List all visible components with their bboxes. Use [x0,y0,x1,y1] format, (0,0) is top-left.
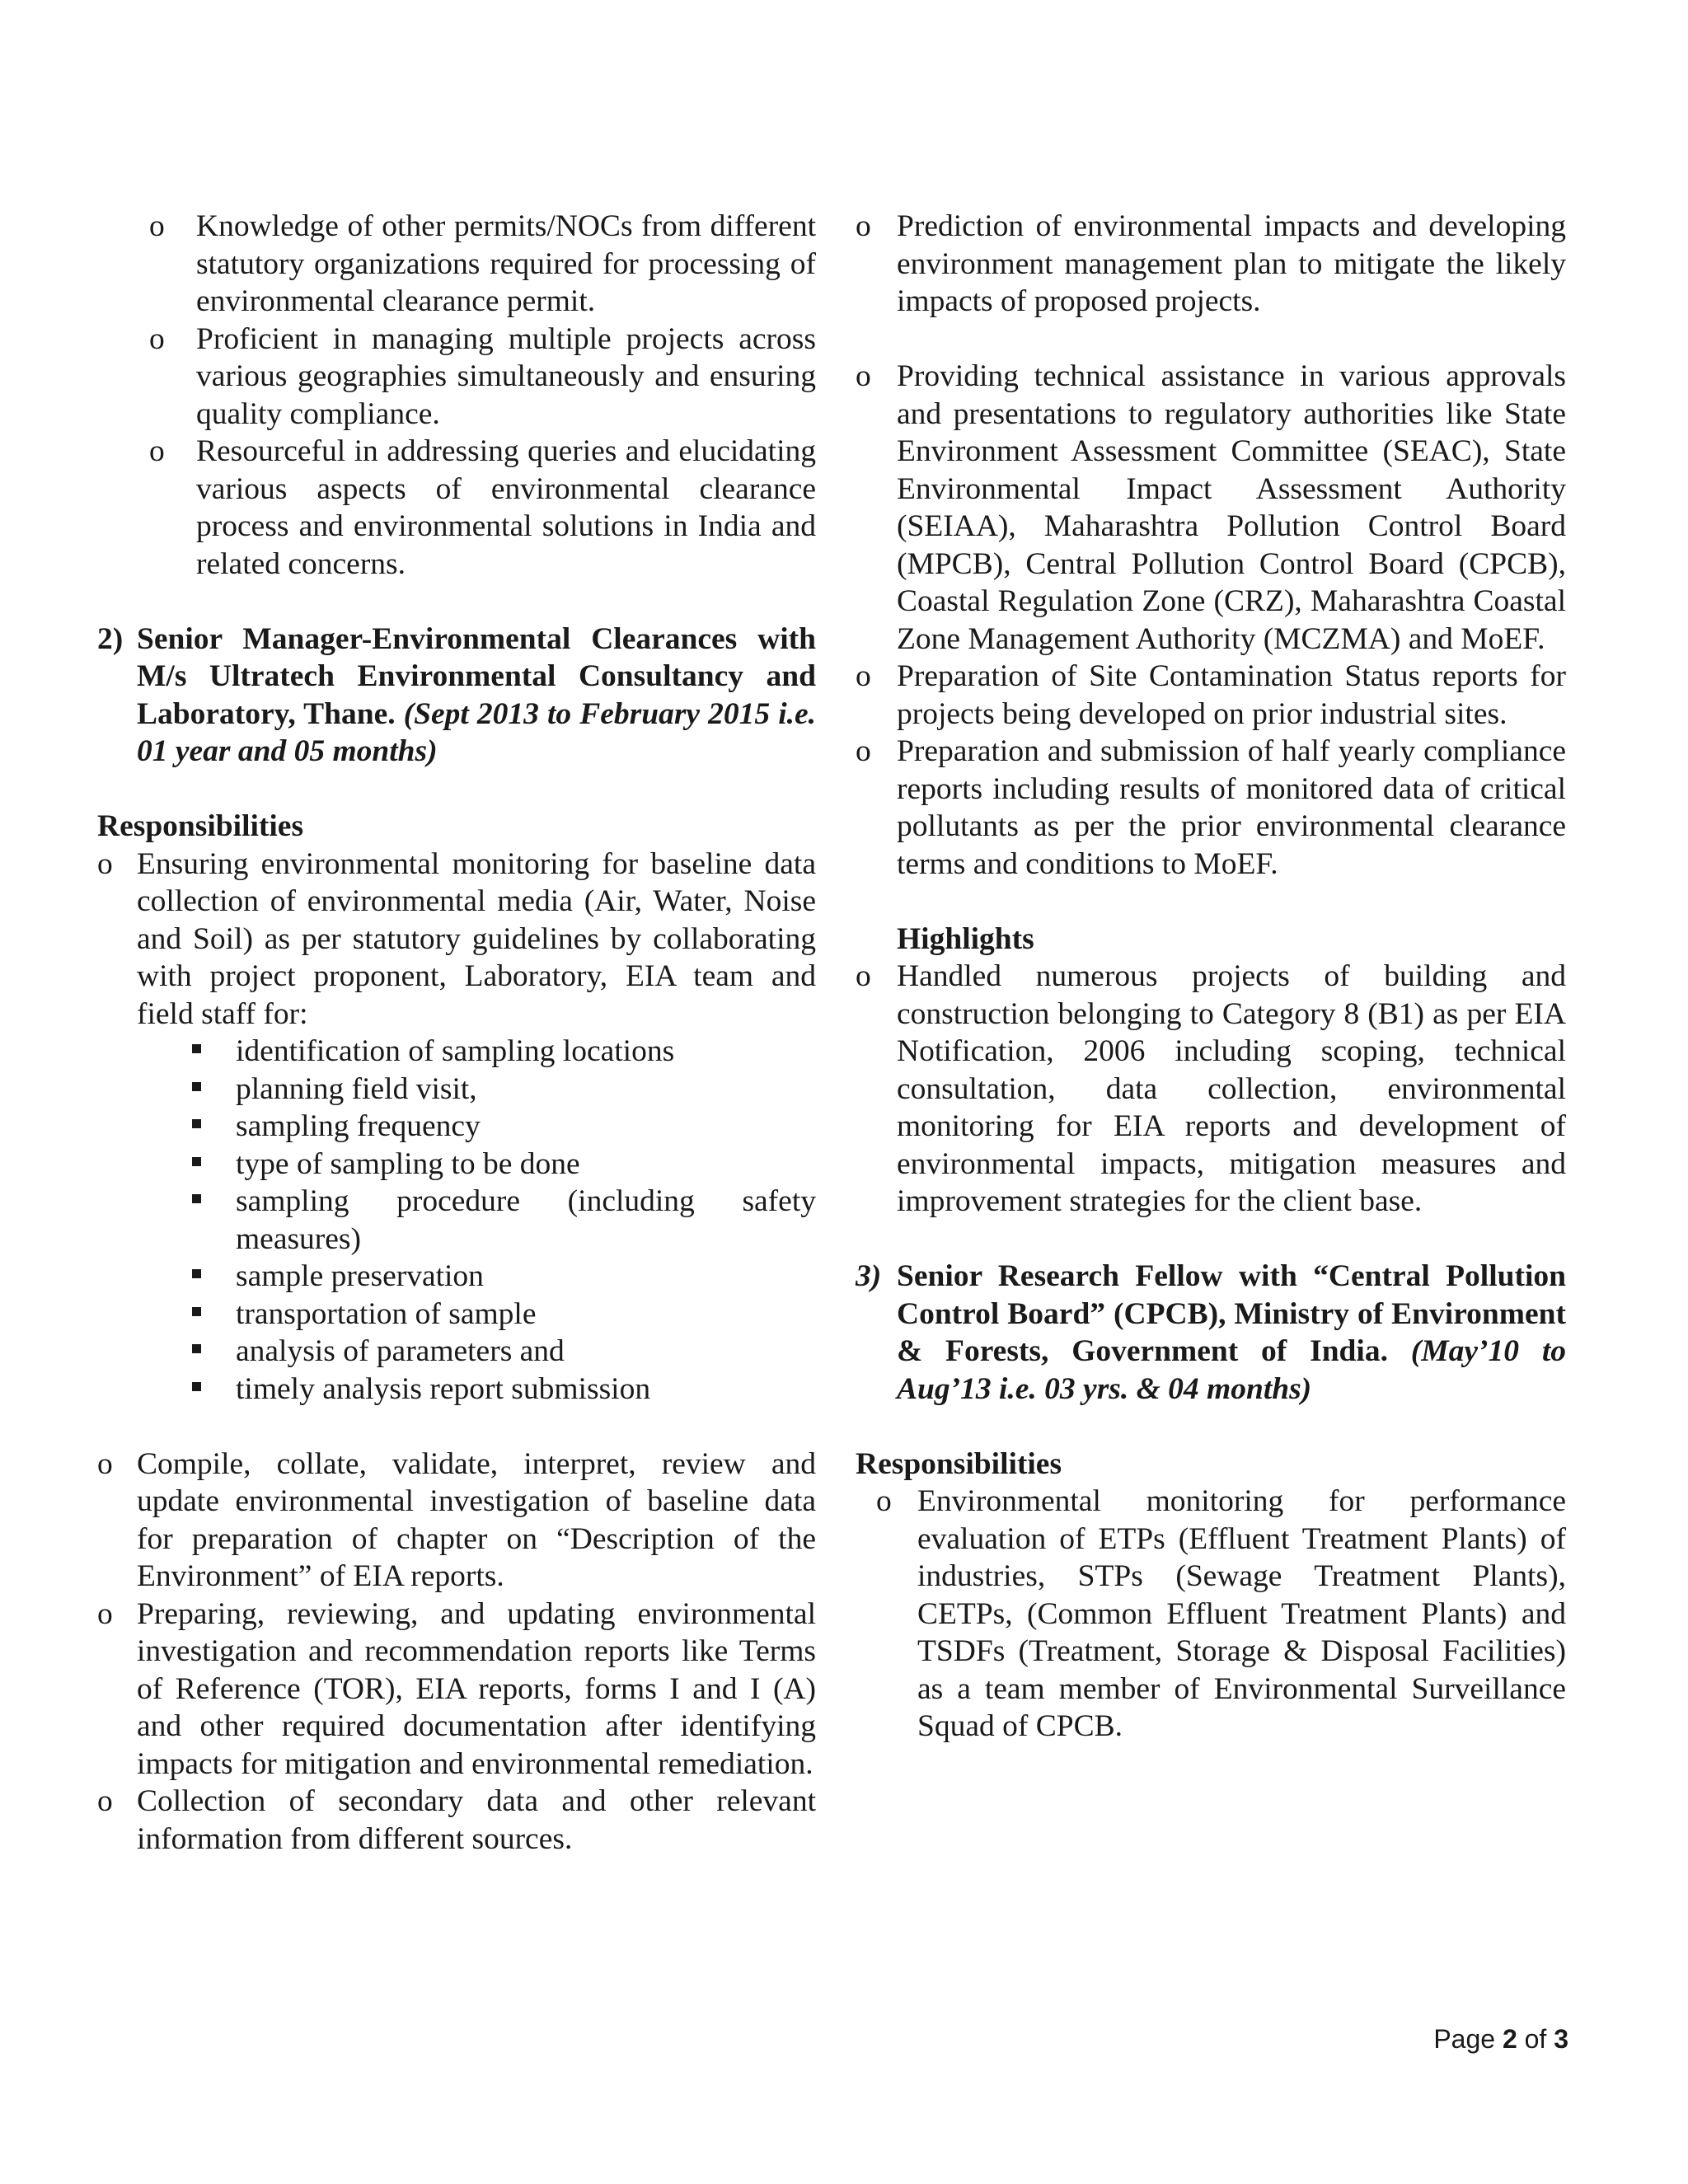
sub-item-text: analysis of parameters and [236,1334,565,1368]
job-heading [856,1258,1566,1408]
page-separator: of [1524,2024,1547,2054]
list-item [856,1483,1566,1746]
bullet-marker: o [97,1446,113,1481]
bullet-marker: o [149,321,165,356]
sub-list-item [97,1146,816,1183]
list-item [856,358,1566,658]
bullet-marker: o [97,1784,113,1818]
list-item [856,208,1566,321]
job-title: Senior Manager-Environmental Clearances with M/s Ultratech Environmental Consultancy and Laboratory, Thane [137,621,816,731]
square-bullet-icon [192,1344,201,1353]
left-column [97,208,816,1858]
sub-item-text: sampling frequency [236,1109,481,1143]
square-bullet-icon [192,1269,201,1278]
sub-item-text: planning field visit, [236,1071,477,1106]
sub-list-item [97,1371,816,1408]
list-item [856,658,1566,733]
bullet-text: Prediction of environmental impacts and developing environment management plan to mitigate the likely impacts of proposed projects. [897,209,1566,318]
bullet-text: Collection of secondary data and other relevant information from different sources. [137,1784,816,1856]
sub-list-item [97,1258,816,1296]
list-item [97,208,816,321]
sub-list-item [97,1183,816,1258]
page-number-footer [1433,2022,1568,2055]
bullet-text: Proficient in managing multiple projects across various geographies simultaneously and ensuring quality compliance. [196,321,816,431]
bullet-marker: o [149,434,165,468]
sub-item-text: sampling procedure (including safety measures) [236,1184,816,1256]
bullet-marker: o [856,359,871,393]
sub-list-item [97,1033,816,1071]
bullet-text: Preparation and submission of half yearly compliance reports including results of monitored data of critical pollutants as per the prior environmental clearance terms and conditions to MoEF. [897,734,1566,881]
square-bullet-icon [192,1194,201,1203]
job-number: 3) [856,1259,882,1293]
job-title-end: . [387,696,396,731]
sub-item-text: sample preservation [236,1259,484,1293]
responsibilities-heading: Responsibilities [856,1446,1062,1481]
bullet-text: Preparing, reviewing, and updating environmental investigation and recommendation reports like Terms of Reference (TOR), EIA reports, forms I and I (A) and other required documentation after identifying impacts for mitigation and environmental remediation. [137,1596,816,1781]
sub-item-text: identification of sampling locations [236,1034,675,1068]
list-item [97,433,816,583]
job-dates: (May’10 to Aug’13 i.e. 03 yrs. & 04 months) [897,1334,1566,1406]
bullet-text: Knowledge of other permits/NOCs from different statutory organizations required for processing of environmental clearance permit. [196,209,816,318]
bullet-text: Environmental monitoring for performance evaluation of ETPs (Effluent Treatment Plants) of industries, STPs (Sewage Treatment Plants), CETPs, (Common Effluent Treatment Plants) and TSDFs (Treatment, Storage & Disposal Facilities) as a team member of Environmental Surveillance Squad of CPCB. [917,1484,1566,1743]
bullet-text: Providing technical assistance in various approvals and presentations to regulatory authorities like State Environment Assessment Committee (SEAC), State Environmental Impact Assessment Authority (SEIAA), Maharashtra Pollution Control Board (MPCB), Central Pollution Control Board (CPCB), Coastal Regulation Zone (CRZ), Maharashtra Coastal Zone Management Authority (MCZMA) and MoEF. [897,359,1566,656]
bullet-marker: o [856,209,871,243]
bullet-marker: o [149,209,165,243]
bullet-text: Ensuring environmental monitoring for baseline data collection of environmental media (Air, Water, Noise and Soil) as per statutory guidelines by collaborating with project proponent, Laboratory, EIA team and field staff for: [137,846,816,1031]
square-bullet-icon [192,1382,201,1391]
bullet-marker: o [876,1484,892,1518]
bullet-marker: o [856,734,871,768]
bullet-marker: o [97,1596,113,1631]
square-bullet-icon [192,1082,201,1091]
sub-list-item [97,1296,816,1333]
bullet-marker: o [856,659,871,693]
sub-list-item [97,1333,816,1371]
total-pages: 3 [1554,2024,1568,2054]
list-item [97,321,816,434]
sub-item-text: timely analysis report submission [236,1371,651,1406]
highlights-heading: Highlights [897,921,1034,956]
list-item [97,1446,816,1596]
bullet-marker: o [856,959,871,993]
job-title: Senior Research Fellow with “Central Pollution Control Board” (CPCB), Ministry of Environment & Forests, Government of India. [897,1259,1566,1368]
bullet-text: Compile, collate, validate, interpret, review and update environmental investigation of baseline data for preparation of chapter on “Description of the Environment” of EIA reports. [137,1446,816,1593]
square-bullet-icon [192,1157,201,1166]
bullet-marker: o [97,846,113,881]
list-item [97,846,816,1033]
sub-list-item [97,1108,816,1146]
job-heading [97,621,816,771]
list-item [97,1596,816,1783]
list-item [97,1783,816,1858]
square-bullet-icon [192,1307,201,1316]
sub-list-item [97,1071,816,1108]
bullet-text: Preparation of Site Contamination Status reports for projects being developed on prior industrial sites. [897,659,1566,731]
square-bullet-icon [192,1119,201,1128]
current-page: 2 [1502,2024,1517,2054]
job-dates: (Sept 2013 to February 2015 i.e. 01 year and 05 months) [137,696,817,768]
page-label: Page [1433,2024,1496,2054]
responsibilities-heading: Responsibilities [97,809,304,843]
list-item [856,733,1566,883]
sub-item-text: transportation of sample [236,1296,537,1331]
sub-item-text: type of sampling to be done [236,1146,580,1181]
right-column [856,208,1566,1746]
square-bullet-icon [192,1044,201,1053]
bullet-text: Resourceful in addressing queries and elucidating various aspects of environmental clearance process and environmental solutions in India and related concerns. [196,434,816,581]
bullet-text: Handled numerous projects of building and construction belonging to Category 8 (B1) as per EIA Notification, 2006 including scoping, technical consultation, data collection, environmental monitoring for EIA reports and development of environmental impacts, mitigation measures and improvement strategies for the client base. [897,959,1566,1218]
list-item [856,958,1566,1221]
job-number: 2) [97,621,124,656]
